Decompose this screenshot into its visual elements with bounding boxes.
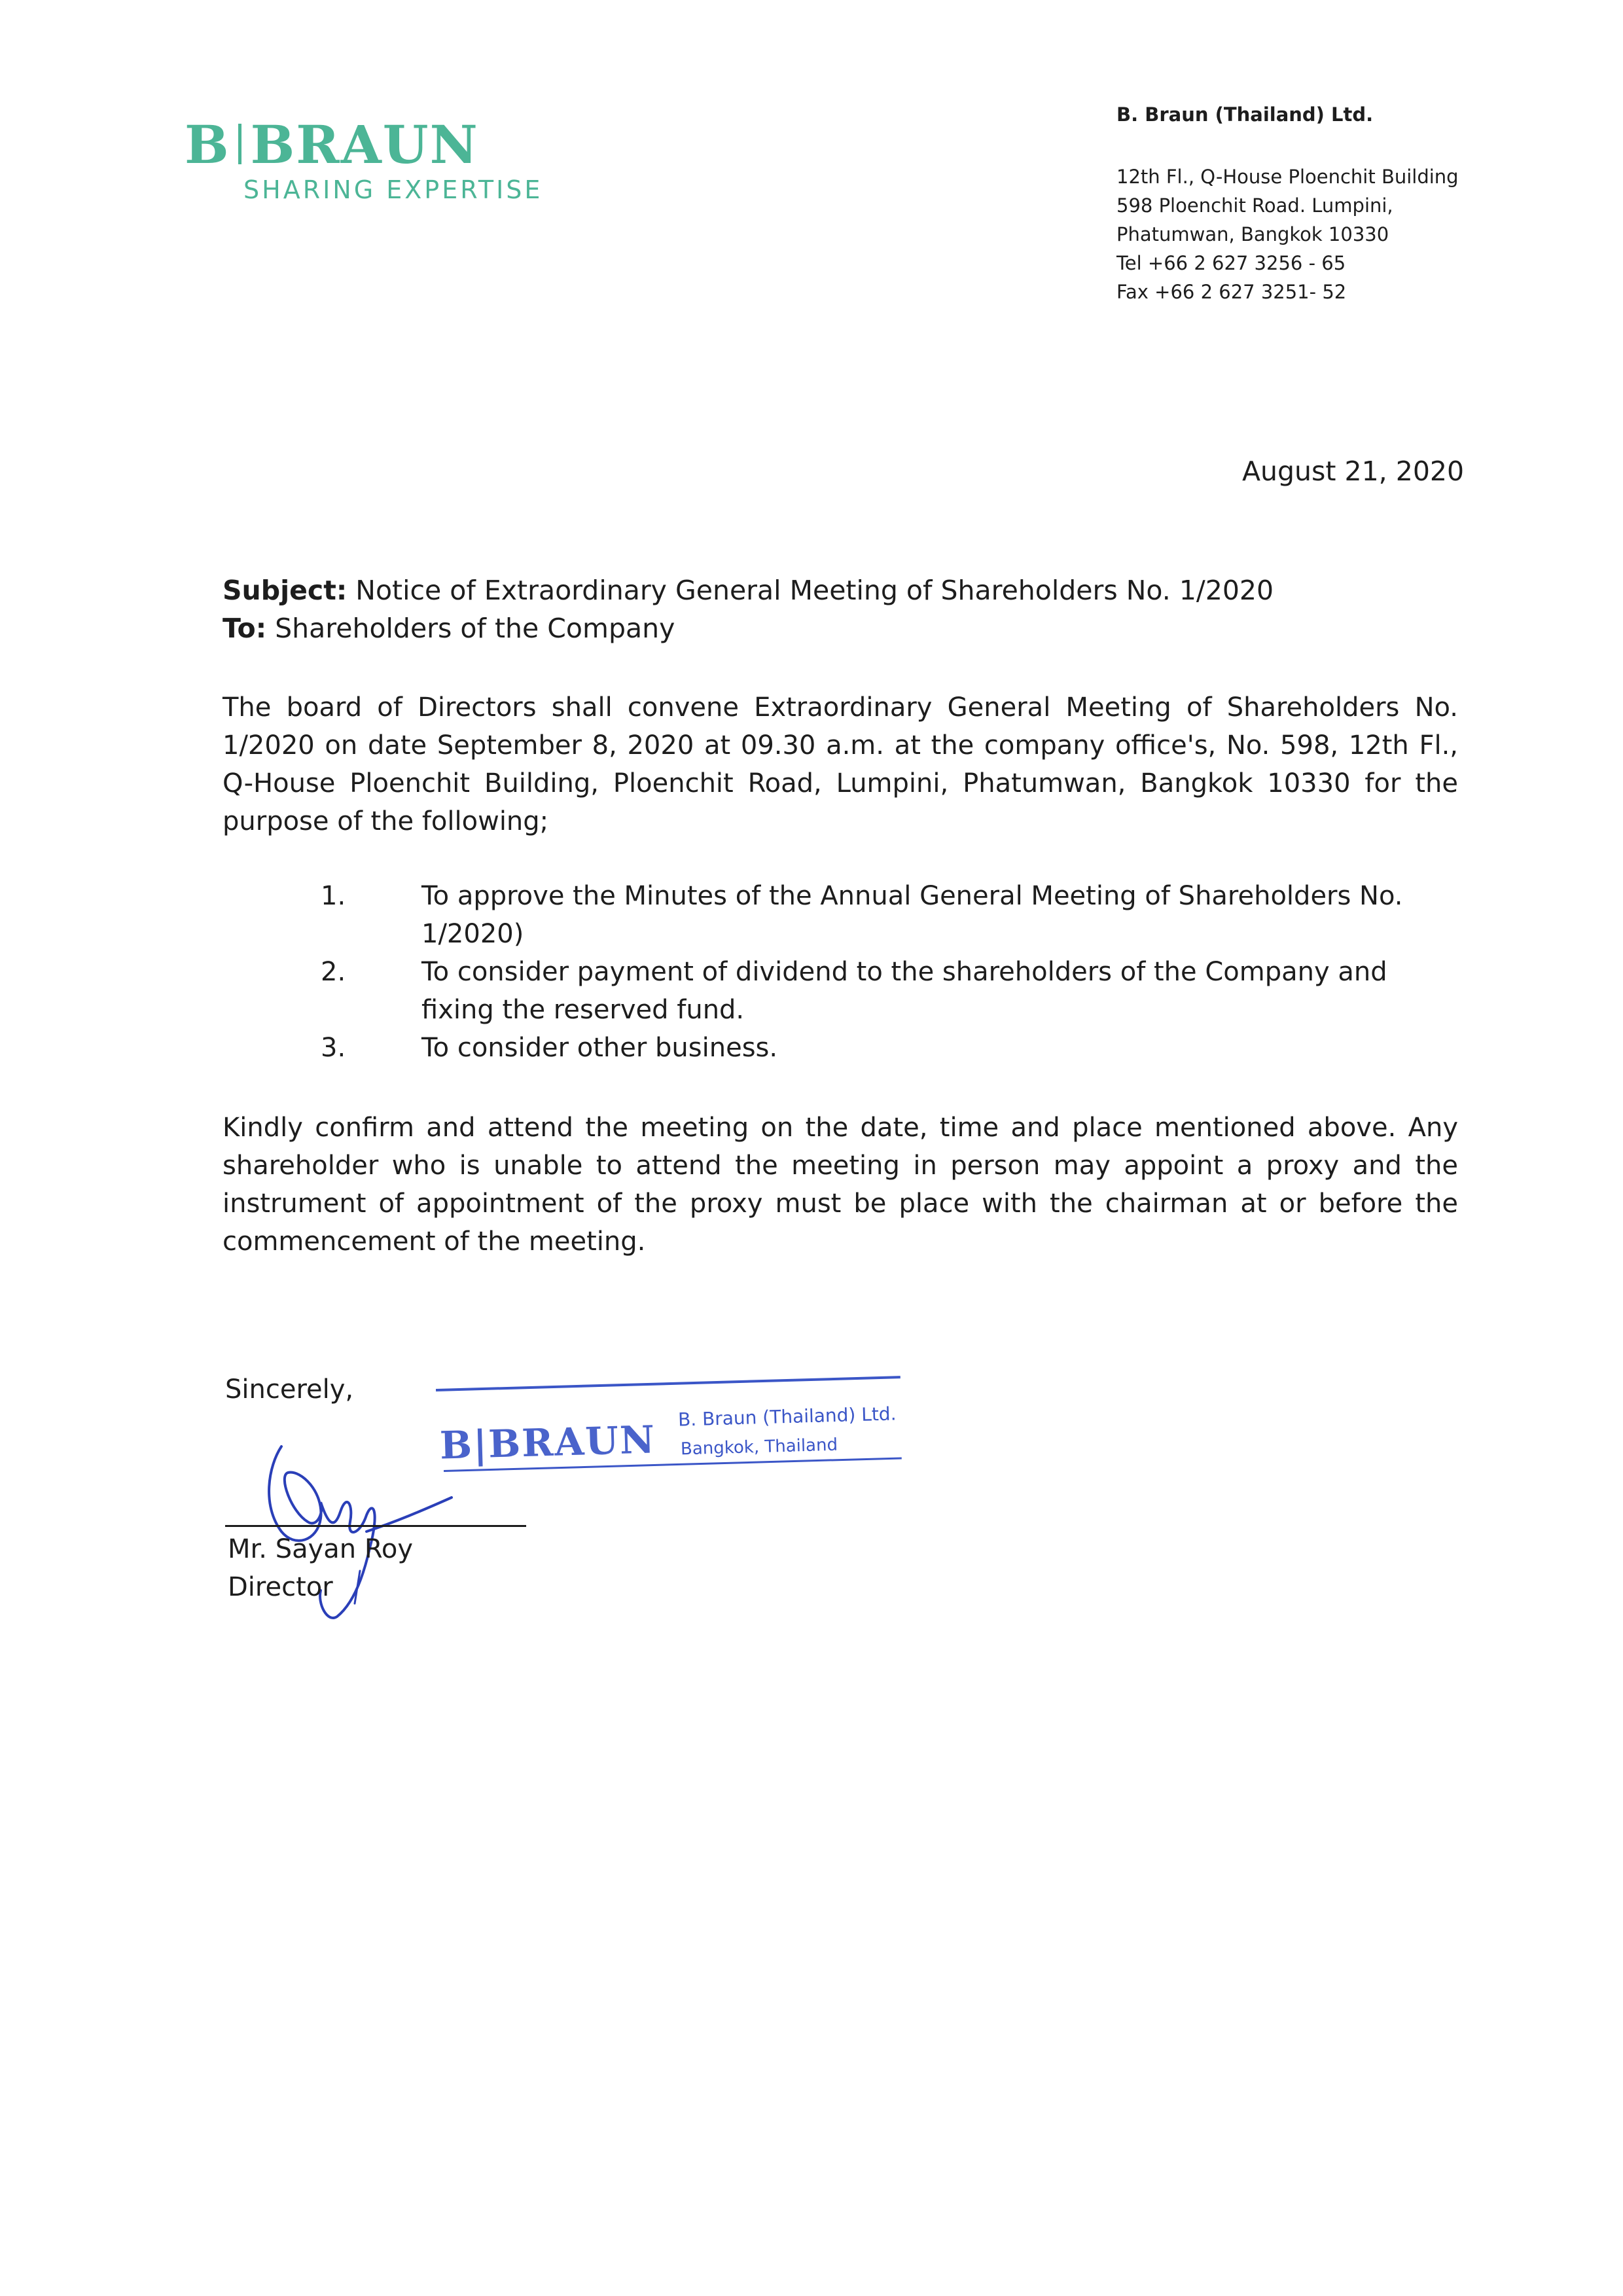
- subject-line: [223, 571, 1466, 609]
- agenda-item: [321, 877, 1459, 953]
- agenda-item-text: To approve the Minutes of the Annual General Meeting of Shareholders No. 1/2020): [421, 881, 1403, 949]
- recipient-text: Shareholders of the Company: [275, 613, 675, 644]
- agenda-item: [321, 953, 1459, 1029]
- closing-salutation: Sincerely,: [225, 1374, 354, 1405]
- subject-block: [223, 571, 1466, 647]
- logo-mark-left: B: [185, 114, 230, 175]
- agenda-item-text: To consider payment of dividend to the shareholders of the Company and fixing the reserved fund.: [421, 957, 1387, 1025]
- agenda-item-number: 2.: [321, 957, 346, 987]
- stamp-company-name: B. Braun (Thailand) Ltd.: [677, 1403, 897, 1431]
- stamp-logo: B|BRAUN: [439, 1417, 656, 1468]
- recipient-line: [223, 609, 1466, 647]
- address-line: Fax +66 2 627 3251- 52: [1116, 281, 1347, 303]
- signer-block: [228, 1530, 413, 1606]
- company-stamp: [435, 1360, 906, 1471]
- logo-divider: [238, 124, 241, 164]
- agenda-item: [321, 1029, 1459, 1067]
- signer-name: Mr. Sayan Roy: [228, 1534, 414, 1564]
- company-logo: [185, 115, 551, 213]
- signature-line: [225, 1525, 526, 1527]
- stamp-location: Bangkok, Thailand: [680, 1435, 838, 1460]
- agenda-list: [321, 877, 1459, 1067]
- address-line: Phatumwan, Bangkok 10330: [1116, 223, 1389, 245]
- company-name: B. Braun (Thailand) Ltd.: [1116, 103, 1374, 126]
- logo-mark-right: BRAUN: [250, 114, 479, 175]
- recipient-label: To:: [223, 613, 267, 644]
- logo-tagline: SHARING EXPERTISE: [243, 175, 543, 204]
- address-line: 598 Ploenchit Road. Lumpini,: [1116, 194, 1393, 217]
- letter-date: August 21, 2020: [1242, 456, 1465, 487]
- address-line: 12th Fl., Q-House Ploenchit Building: [1116, 166, 1459, 188]
- intro-paragraph: The board of Directors shall convene Extraordinary General Meeting of Shareholders No. 1/2020 on date September 8, 2020 at 09.30 a.m. at the company office's, No. 598, 12th Fl., Q-House Ploenchit Building, Ploenchit Road, Lumpini, Phatumwan, Bangkok 10330 for the purpose of the following;: [223, 692, 1458, 836]
- agenda-item-number: 3.: [321, 1033, 346, 1063]
- closing-paragraph: Kindly confirm and attend the meeting on the date, time and place mentioned above. Any shareholder who is unable to attend the meeting in person may appoint a proxy and the instrument of appointment of the proxy must be place with the chairman at or before the commencement of the meeting.: [223, 1113, 1458, 1257]
- signer-title: Director: [228, 1572, 333, 1602]
- agenda-item-number: 1.: [321, 881, 346, 911]
- company-address: [1116, 162, 1459, 306]
- agenda-item-text: To consider other business.: [421, 1033, 778, 1063]
- subject-label: Subject:: [223, 575, 348, 606]
- subject-text: Notice of Extraordinary General Meeting of Shareholders No. 1/2020: [355, 575, 1274, 606]
- logo-wordmark: [185, 115, 551, 174]
- address-line: Tel +66 2 627 3256 - 65: [1116, 252, 1346, 274]
- stamp-rule-top: [436, 1376, 901, 1391]
